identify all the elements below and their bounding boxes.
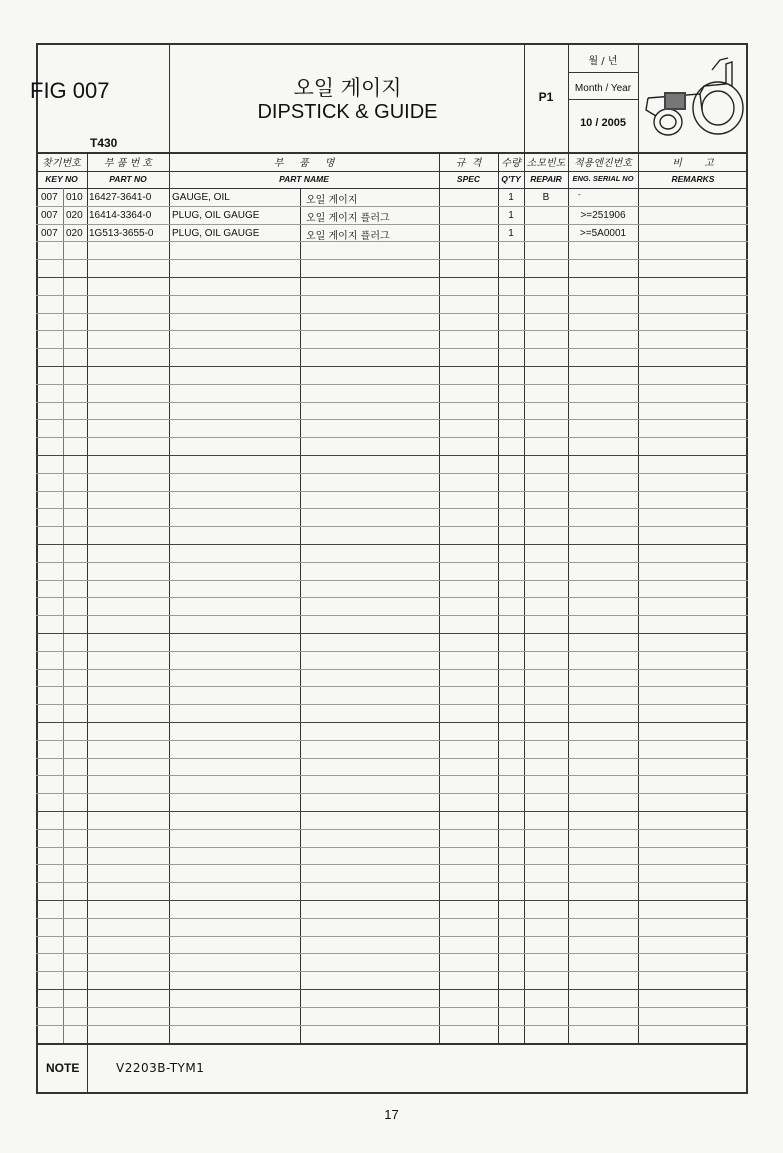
col-part-name-ko: 부 품 명 [273, 158, 335, 169]
col-key-ko: 찾기번호 [42, 158, 81, 169]
figure-number: FIG 007 [30, 78, 110, 103]
row-1-name-en: GAUGE, OIL [172, 192, 230, 203]
row-grid-line [36, 224, 748, 225]
col-qty-ko: 수량 [501, 158, 521, 169]
col-part-name: PART NAME [279, 174, 329, 184]
row-2-name-en: PLUG, OIL GAUGE [172, 210, 260, 221]
row-1-key-item: 010 [66, 192, 83, 203]
row-grid-line [36, 704, 748, 705]
row-grid-line [36, 615, 748, 616]
row-grid-line [36, 989, 748, 990]
row-1-qty: 1 [508, 192, 514, 203]
column-header-bottom [36, 188, 748, 189]
row-grid-line [36, 651, 748, 652]
month-year-label: Month / Year [574, 83, 632, 94]
row-2-part-no: 16414-3364-0 [89, 210, 152, 221]
col-serial-ko: 적용엔진번호 [574, 158, 632, 169]
row-grid-line [36, 864, 748, 865]
row-grid-line [36, 669, 748, 670]
row-grid-line [36, 882, 748, 883]
row-1-part-no: 16427-3641-0 [89, 192, 152, 203]
row-2-serial: >=251906 [580, 210, 626, 221]
row-grid-line [36, 811, 748, 812]
row-grid-line [36, 758, 748, 759]
col-part-no: PART NO [109, 174, 147, 184]
month-year-label-korean: 월 / 년 [588, 56, 618, 67]
row-grid-line [36, 402, 748, 403]
row-1-key-group: 007 [41, 192, 58, 203]
row-grid-line [36, 775, 748, 776]
col-qty: Q'TY [501, 174, 521, 184]
col-key: KEY NO [45, 174, 78, 184]
row-grid-line [36, 829, 748, 830]
header-divider-4 [638, 43, 639, 152]
note-divider [87, 1043, 88, 1093]
row-grid-line [36, 793, 748, 794]
row-grid-line [36, 544, 748, 545]
col-serial: ENG. SERIAL NO [572, 174, 634, 183]
row-grid-line [36, 384, 748, 385]
row-grid-line [36, 597, 748, 598]
row-grid-line [36, 491, 748, 492]
note-label: NOTE [46, 1061, 80, 1075]
tractor-icon [640, 50, 746, 142]
sheet-page-code: P1 [538, 90, 554, 104]
row-grid-line [36, 295, 748, 296]
row-grid-line [36, 259, 748, 260]
col-remarks: REMARKS [671, 174, 715, 184]
month-year-split-2 [568, 99, 638, 100]
row-2-qty: 1 [508, 210, 514, 221]
col-repair: REPAIR [530, 174, 562, 184]
row-grid-line [36, 473, 748, 474]
row-grid-line [36, 330, 748, 331]
row-grid-line [36, 526, 748, 527]
page-title: DIPSTICK & GUIDE [257, 101, 438, 123]
row-grid-line [36, 348, 748, 349]
row-grid-line [36, 366, 748, 367]
column-header-split [36, 171, 748, 172]
row-1-name-ko: 오일 게이지 [306, 195, 358, 206]
row-grid-line [36, 508, 748, 509]
row-grid-line [36, 971, 748, 972]
model-name: T430 [90, 136, 118, 150]
col-spec-ko: 규 격 [455, 158, 482, 169]
row-3-name-en: PLUG, OIL GAUGE [172, 228, 260, 239]
row-2-key-group: 007 [41, 210, 58, 221]
issue-date: 10 / 2005 [580, 117, 626, 129]
row-grid-line [36, 936, 748, 937]
note-top-line [36, 1043, 748, 1045]
row-grid-line [36, 740, 748, 741]
row-2-name-ko: 오일 게이지 플러그 [306, 213, 390, 224]
col-spec: SPEC [456, 174, 481, 184]
row-2-key-item: 020 [66, 210, 83, 221]
row-grid-line [36, 277, 748, 278]
row-grid-line [36, 241, 748, 242]
row-grid-line [36, 633, 748, 634]
row-grid-line [36, 562, 748, 563]
row-grid-line [36, 686, 748, 687]
page-number: 17 [384, 1107, 399, 1122]
row-grid-line [36, 1007, 748, 1008]
row-grid-line [36, 313, 748, 314]
month-year-split-1 [568, 72, 638, 73]
row-grid-line [36, 847, 748, 848]
row-3-name-ko: 오일 게이지 플러그 [306, 231, 390, 242]
row-grid-line [36, 455, 748, 456]
row-3-key-item: 020 [66, 228, 83, 239]
row-grid-line [36, 419, 748, 420]
row-grid-line [36, 722, 748, 723]
row-grid-line [36, 206, 748, 207]
row-grid-line [36, 437, 748, 438]
col-part-no-ko: 부 품 번 호 [103, 158, 153, 169]
row-grid-line [36, 953, 748, 954]
row-3-qty: 1 [508, 228, 514, 239]
row-1-repair: B [542, 192, 550, 203]
col-remarks-ko: 비 고 [672, 158, 714, 169]
title-korean: 오일 게이지 [293, 76, 402, 100]
row-3-key-group: 007 [41, 228, 58, 239]
row-grid-line [36, 900, 748, 901]
row-1-serial: - [578, 190, 581, 199]
row-grid-line [36, 580, 748, 581]
row-3-part-no: 1G513-3655-0 [89, 228, 154, 239]
row-grid-line [36, 1025, 748, 1026]
row-grid-line [36, 918, 748, 919]
col-repair-ko: 소모빈도 [526, 158, 566, 169]
note-text: V2203B-TYM1 [116, 1061, 205, 1075]
row-3-serial: >=5A0001 [579, 228, 627, 239]
